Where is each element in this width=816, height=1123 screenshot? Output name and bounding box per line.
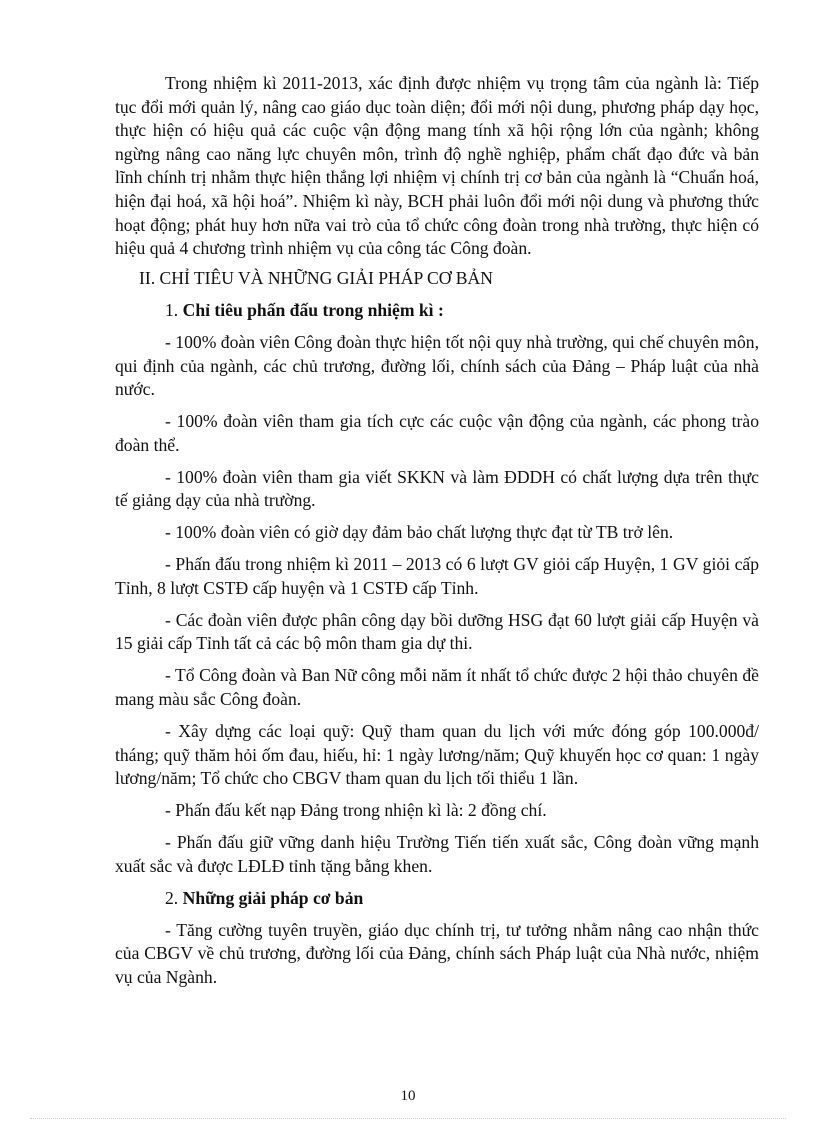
- target-item: - 100% đoàn viên tham gia tích cực các cuộc vận động của ngành, các phong trào đoàn thể.: [115, 411, 759, 455]
- subsection-number: 2.: [165, 887, 179, 908]
- subsection-heading-targets: [115, 299, 759, 323]
- subsection-title: Chỉ tiêu phấn đấu trong nhiệm kì :: [182, 299, 444, 320]
- target-item: - 100% đoàn viên tham gia viết SKKN và làm ĐDDH có chất lượng dựa trên thực tế giảng dạy của nhà trường.: [115, 466, 759, 511]
- intro-paragraph: Trong nhiệm kì 2011-2013, xác định được nhiệm vụ trọng tâm của ngành là: Tiếp tục đổi mới quản lý, nâng cao giáo dục toàn diện; đổi mới nội dung, phương pháp dạy học, thực hiện có hiệu quả các cuộc vận động mang tính xã hội rộng lớn của ngành; không ngừng nâng cao năng lực chuyên môn, trình độ nghề nghiệp, phẩm chất đạo đức và bản lĩnh chính trị nhằm thực hiện thắng lợi nhiệm vị chính trị cơ bản của ngành là “Chuẩn hoá, hiện đại hoá, xã hội hoá”. Nhiệm kì này, BCH phải luôn đổi mới nội dung và phương thức hoạt động; phát huy hơn nữa vai trò của tổ chức công đoàn trong nhà trường, thực hiện có hiệu quả 4 chương trình nhiệm vụ của công tác Công đoàn.: [115, 73, 759, 259]
- target-item: - Tổ Công đoàn và Ban Nữ công mỗi năm ít nhất tổ chức được 2 hội thảo chuyên đề mang màu sắc Công đoàn.: [115, 665, 759, 709]
- subsection-number: 1.: [165, 299, 179, 320]
- section-heading: II. CHỈ TIÊU VÀ NHỮNG GIẢI PHÁP CƠ BẢN: [139, 267, 493, 288]
- target-item: - Xây dựng các loại quỹ: Quỹ tham quan du lịch với mức đóng góp 100.000đ/ tháng; quỹ thăm hỏi ốm đau, hiếu, hỉ: 1 ngày lương/năm; Quỹ khuyến học cơ quan: 1 ngày lương/năm; Tổ chức cho CBGV tham quan du lịch tối thiểu 1 lần.: [115, 720, 759, 789]
- target-item: - Phấn đấu trong nhiệm kì 2011 – 2013 có 6 lượt GV giỏi cấp Huyện, 1 GV giỏi cấp Tỉnh, 8 lượt CSTĐ cấp huyện và 1 CSTĐ cấp Tỉnh.: [115, 554, 759, 598]
- subsection-title: Những giải pháp cơ bản: [182, 887, 364, 908]
- target-item: - Phấn đấu giữ vững danh hiệu Trường Tiến tiến xuất sắc, Công đoàn vững mạnh xuất sắc và được LĐLĐ tỉnh tặng bằng khen.: [115, 832, 759, 876]
- page-body: [115, 72, 759, 998]
- page-number: 10: [400, 1088, 416, 1104]
- footer-divider: [30, 1118, 786, 1119]
- target-item: - 100% đoàn viên có giờ dạy đảm bảo chất lượng thực đạt từ TB trở lên.: [165, 522, 674, 543]
- solution-item: - Tăng cường tuyên truyền, giáo dục chính trị, tư tưởng nhằm nâng cao nhận thức của CBGV về chủ trương, đường lối của Đảng, chính sách Pháp luật của Nhà nước, nhiệm vụ của Ngành.: [115, 919, 759, 987]
- subsection-heading-solutions: [115, 887, 759, 911]
- target-item: - 100% đoàn viên Công đoàn thực hiện tốt nội quy nhà trường, qui chế chuyên môn, qui định của ngành, các chủ trương, đường lối, chính sách của Đảng – Pháp luật của nhà nước.: [115, 331, 759, 400]
- target-item: - Các đoàn viên được phân công dạy bồi dưỡng HSG đạt 60 lượt giải cấp Huyện và 15 giải cấp Tỉnh tất cả các bộ môn tham gia dự thi.: [115, 609, 759, 654]
- target-item: - Phấn đấu kết nạp Đảng trong nhiện kì là: 2 đồng chí.: [165, 800, 547, 821]
